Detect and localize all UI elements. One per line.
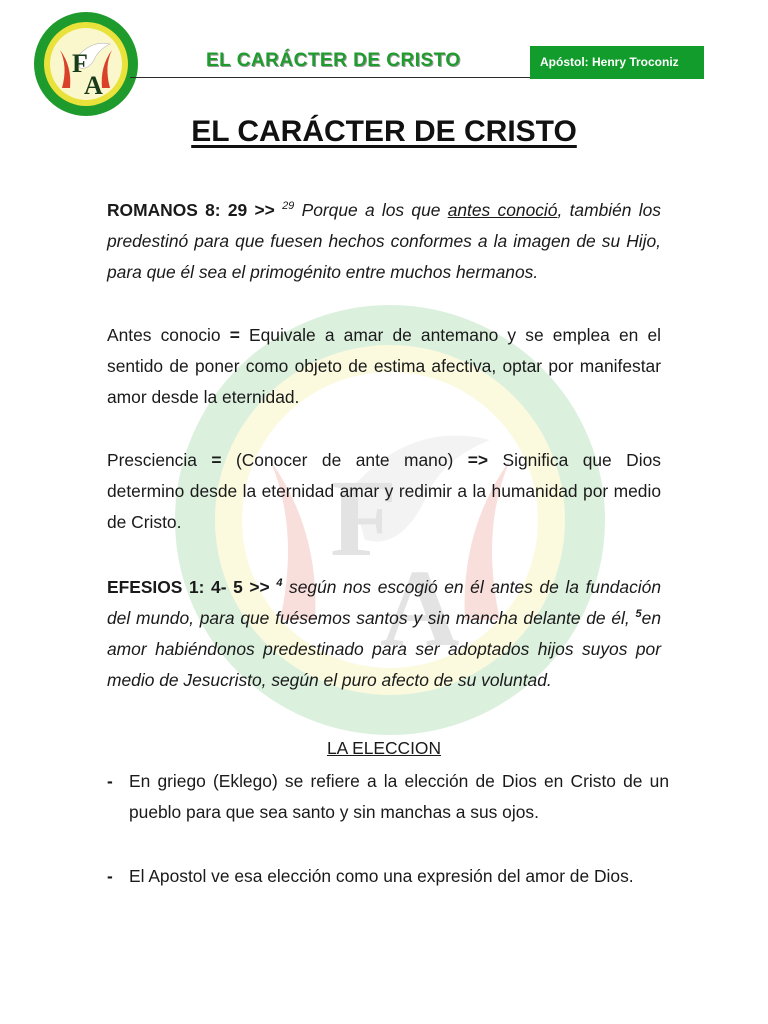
presciencia-paragraph: Presciencia = (Conocer de ante mano) => Significa que Dios determino desde la eternidad amar y redimir a la humanidad por medio de Cristo. bbox=[107, 450, 661, 532]
svg-text:F: F bbox=[330, 457, 398, 579]
document-title: EL CARÁCTER DE CRISTO bbox=[191, 115, 577, 148]
section-heading: LA ELECCION bbox=[326, 738, 442, 758]
efesios-reference: EFESIOS 1: 4- 5 >> bbox=[107, 577, 270, 597]
romanos-paragraph: ROMANOS 8: 29 >> $^{29}$ Porque a los que antes conoció, también los predestinó para que fuesen hechos conformes a la imagen de su Hijo, para que él sea el primogénito entre muchos hermanos. bbox=[107, 200, 661, 282]
svg-text:A: A bbox=[380, 547, 460, 669]
antes-conocio-paragraph: Antes conocio = Equivale a amar de antemano y se emplea en el sentido de poner como objeto de estima afectiva, optar por manifestar amor desde la eternidad. bbox=[107, 325, 661, 407]
page-header bbox=[0, 0, 768, 110]
list-item: - El Apostol ve esa elección como una expresión del amor de Dios. bbox=[107, 866, 634, 886]
list-item: - En griego (Eklego) se refiere a la elección de Dios en Cristo de un pueblo para que sea santo y sin manchas a sus ojos. bbox=[107, 771, 669, 822]
verse-number: 5 bbox=[635, 608, 642, 621]
logo-letter-f: F bbox=[72, 49, 88, 78]
header-title: EL CARÁCTER DE CRISTO bbox=[206, 50, 461, 71]
verse-number: 29 bbox=[282, 200, 295, 213]
church-logo bbox=[32, 10, 140, 118]
underlined-phrase: antes conoció bbox=[447, 200, 558, 220]
romanos-reference: ROMANOS 8: 29 >> bbox=[107, 200, 275, 220]
author-badge: Apóstol: Henry Troconiz bbox=[530, 46, 704, 79]
logo-letter-a: A bbox=[84, 71, 103, 100]
verse-number: 4 bbox=[276, 577, 283, 590]
efesios-paragraph: EFESIOS 1: 4- 5 >> $^4$ según nos escogió en él antes de la fundación del mundo, para que fuésemos santos y sin mancha delante de él, $^5$en amor habiéndonos predestinado para ser adoptados hijos suyos por medio de Jesucristo, según el puro afecto de su voluntad. bbox=[107, 577, 661, 690]
